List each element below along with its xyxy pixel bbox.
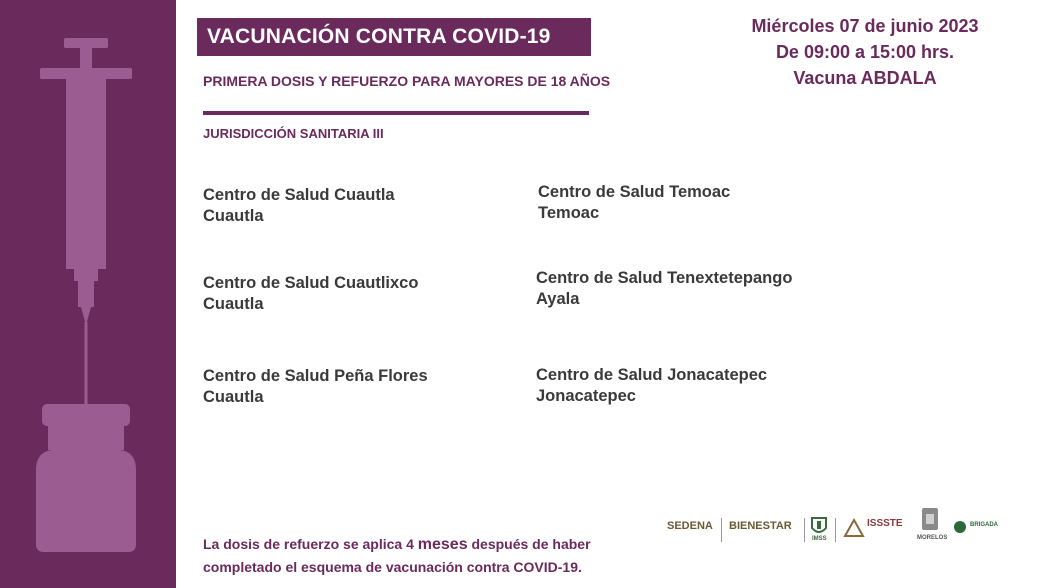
list-item	[203, 273, 418, 315]
center-name: Centro de Salud Peña Flores	[203, 367, 428, 385]
page-title: VACUNACIÓN CONTRA COVID-19	[197, 18, 591, 56]
list-item	[538, 182, 730, 224]
jurisdiction-label: JURISDICCIÓN SANITARIA III	[203, 126, 384, 141]
booster-note-line1	[203, 533, 591, 556]
booster-note-line2: completado el esquema de vacunación contra COVID-19.	[203, 559, 582, 575]
divider	[203, 111, 589, 115]
morelos-logo: MORELOS	[917, 535, 948, 541]
logo-separator	[835, 518, 836, 542]
booster-note	[203, 533, 591, 578]
list-item	[203, 366, 428, 408]
center-name: Centro de Salud Tenextetepango	[536, 269, 793, 287]
sidebar-panel	[0, 0, 176, 588]
booster-note-text: La dosis de refuerzo se aplica 4	[203, 536, 418, 552]
institution-logos	[665, 504, 1015, 550]
list-item	[536, 365, 767, 407]
imss-emblem-icon	[810, 516, 828, 536]
center-municipality: Cuautla	[203, 207, 264, 225]
subtitle: PRIMERA DOSIS Y REFUERZO PARA MAYORES DE 18 AÑOS	[203, 73, 611, 89]
center-municipality: Cuautla	[203, 295, 264, 313]
syringe-vial-illustration	[0, 0, 176, 588]
issste-emblem-icon	[843, 518, 865, 538]
center-name: Centro de Salud Cuautla	[203, 186, 395, 204]
center-municipality: Ayala	[536, 290, 580, 308]
list-item	[536, 268, 792, 310]
issste-logo: ISSSTE	[867, 518, 903, 529]
bienestar-logo: BIENESTAR	[729, 520, 792, 532]
vaccine-name: Vacuna ABDALA	[793, 68, 937, 88]
center-municipality: Jonacatepec	[536, 387, 636, 405]
center-name: Centro de Salud Cuautlixco	[203, 274, 419, 292]
center-name: Centro de Salud Temoac	[538, 183, 731, 201]
morelos-emblem-icon	[919, 506, 941, 534]
logo-separator	[804, 518, 805, 542]
list-item	[203, 185, 395, 227]
center-municipality: Cuautla	[203, 388, 264, 406]
center-municipality: Temoac	[538, 204, 600, 222]
booster-note-emphasis: meses	[417, 536, 468, 553]
brigada-emblem-icon	[953, 520, 967, 534]
schedule-hours: De 09:00 a 15:00 hrs.	[775, 42, 955, 62]
logo-separator	[721, 518, 722, 542]
sedena-logo: SEDENA	[667, 520, 713, 532]
brigada-logo: BRIGADA	[970, 522, 998, 528]
schedule-info	[715, 13, 1015, 91]
center-name: Centro de Salud Jonacatepec	[536, 366, 768, 384]
booster-note-text: después de haber	[467, 536, 591, 552]
schedule-date: Miércoles 07 de junio 2023	[751, 16, 979, 36]
imss-logo: IMSS	[812, 536, 827, 542]
vial-icon	[36, 404, 136, 552]
syringe-icon	[40, 38, 132, 404]
